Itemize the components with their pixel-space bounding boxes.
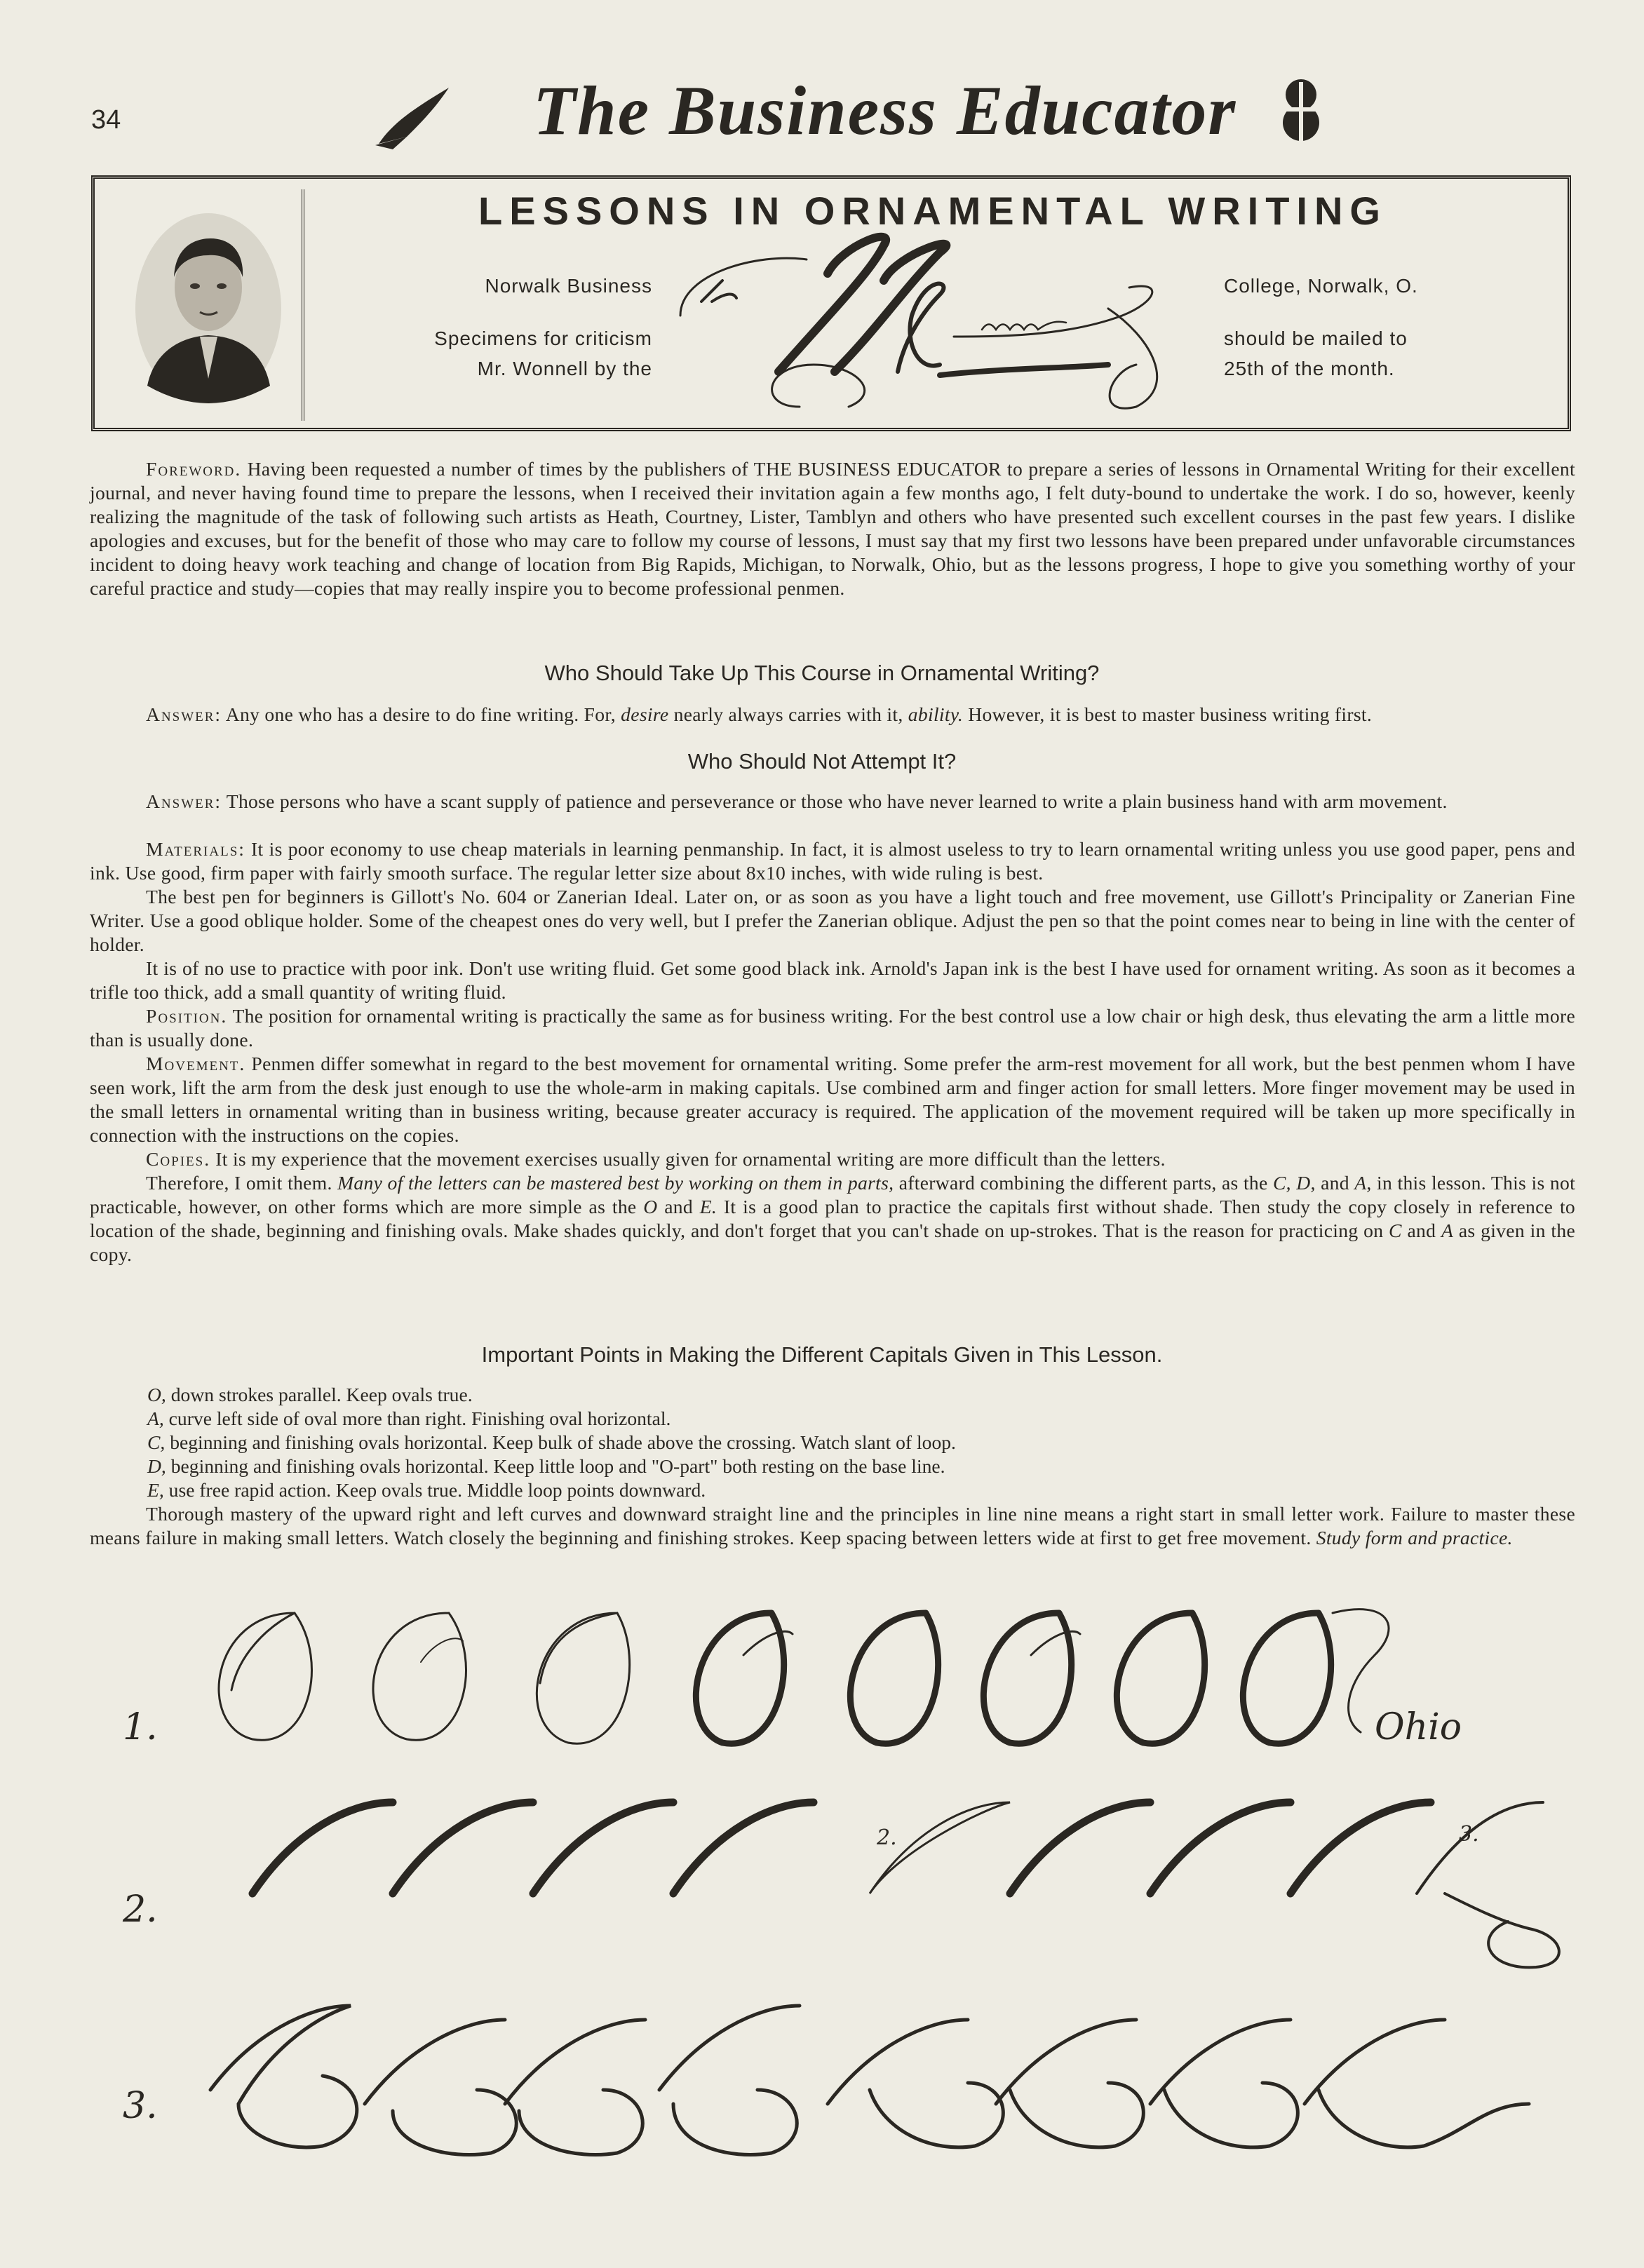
plate-line-2-strokes [252, 1802, 1559, 1967]
closing-text: Thorough mastery of the upward right and left curves and downward straight line and the principles in line nine means a right start in small letter work. Failure to master these means failure in making small letters. Watch closely the beginning and finishing strokes. Keep spacing between letters wide at first to get free movement. [90, 1503, 1575, 1548]
letter-a-2: A [1441, 1220, 1454, 1241]
foreword-paragraph [90, 457, 1575, 600]
letter-o: O [643, 1196, 658, 1217]
point-text: curve left side of oval more than right. Finishing oval horizontal. [168, 1408, 671, 1429]
answer-1-text-b: nearly always carries with it, [673, 703, 903, 725]
header-left-line-3: Mr. Wonnell by the [477, 358, 652, 379]
point-letter: O, [147, 1384, 166, 1405]
movement-lead: Movement. [146, 1053, 246, 1074]
therefore-a: Therefore, I omit them. [146, 1172, 332, 1194]
copies-lead: Copies. [146, 1148, 211, 1170]
page-number: 34 [91, 105, 121, 135]
plate-line-1-ovals [219, 1609, 1389, 1744]
pen-paragraph [90, 885, 1575, 957]
point-item-a [147, 1407, 1571, 1431]
point-text: down strokes parallel. Keep ovals true. [170, 1384, 473, 1405]
letter-c: C, [1272, 1172, 1291, 1194]
copies-text: It is my experience that the movement exercises usually given for ornamental writing are more difficult than the letters. [215, 1148, 1166, 1170]
header-right-line-3: 25th of the month. [1224, 358, 1395, 379]
author-signature [673, 231, 1213, 421]
therefore-em: Many of the letters can be mastered best by working on them in parts, [337, 1172, 894, 1194]
movement-text: Penmen differ somewhat in regard to the best movement for ornamental writing. Some prefer the arm-rest movement for all work, but the best penmen whom I have seen work, lift the arm from the desk just enough to use the whole-arm in making capitals. Use combined arm and finger action for small letters. More finger movement may be used in the small letters in ornamental writing than in business writing, because greater accuracy is required. The application of the movement required will be taken up more specifically in connection with the instructions on the copies. [90, 1053, 1575, 1146]
point-letter: A, [147, 1408, 164, 1429]
plate-line-1-number: 1. [123, 1706, 158, 1748]
plate-line-3-capitals [210, 2006, 1529, 2155]
point-item-d [147, 1454, 1571, 1478]
point-letter: E, [147, 1479, 164, 1501]
answer-2-lead: Answer: [146, 790, 222, 812]
quill-icon [375, 88, 449, 149]
point-item-c [147, 1431, 1571, 1454]
answer-1-paragraph [90, 703, 1575, 727]
answer-2-paragraph [90, 790, 1575, 814]
closing-em: Study form and practice. [1316, 1527, 1513, 1548]
question-1-heading: Who Should Take Up This Course in Ornamental Writing? [544, 661, 1100, 685]
plate-line-1-word: Ohio [1375, 1706, 1462, 1748]
point-text: beginning and finishing ovals horizontal. Keep little loop and "O-part" both resting on the base line. [170, 1455, 945, 1477]
therefore-and-2: and [1407, 1220, 1436, 1241]
penmanship-copy-plates [0, 1599, 1644, 2174]
point-item-e [147, 1478, 1571, 1502]
header-left-line-1: Norwalk Business [485, 275, 652, 297]
copies-paragraph [90, 1147, 1575, 1171]
materials-lead: Materials: [146, 838, 245, 860]
header-left-line-2: Specimens for criticism [434, 328, 652, 349]
letter-a: A, [1354, 1172, 1372, 1194]
closing-paragraph [90, 1502, 1575, 1550]
important-points-heading: Important Points in Making the Different Capitals Given in This Lesson. [481, 1342, 1163, 1367]
ink-paragraph [90, 957, 1575, 1004]
letter-e: E. [699, 1196, 717, 1217]
answer-1-em-ability: ability. [908, 703, 964, 725]
point-letter: D, [147, 1455, 166, 1477]
letter-d: D, [1296, 1172, 1316, 1194]
monogram-emblem-icon [1283, 79, 1319, 141]
materials-text: It is poor economy to use cheap materials in learning penmanship. In fact, it is almost useless to try to learn ornamental writing unless you use good paper, pens and ink. Use good, firm paper with fairly smooth surface. The regular letter size about 8x10 inches, with wide ruling is best. [90, 838, 1575, 884]
answer-1-em-desire: desire [621, 703, 669, 725]
masthead-title: The Business Educator [533, 72, 1237, 149]
therefore-e: as given in the copy. [90, 1220, 1576, 1265]
point-text: use free rapid action. Keep ovals true. Middle loop points downward. [168, 1479, 706, 1501]
point-item-o [147, 1383, 1571, 1407]
plate-line-3-number: 3. [123, 2085, 158, 2127]
body-text-block [90, 837, 1575, 1267]
plate-line-2-mark-b: 3. [1459, 1822, 1479, 1847]
point-letter: C, [147, 1431, 166, 1453]
letter-c-2: C [1389, 1220, 1402, 1241]
therefore-b: afterward combining the different parts, as the [898, 1172, 1268, 1194]
pen-text: The best pen for beginners is Gillott's No. 604 or Zanerian Ideal. Later on, or as soon as you have a light touch and free movement, use Gillott's Principality or Zanerian Fine Writer. Use a good oblique holder. Some of the cheapest ones do very well, but I prefer the Zanerian oblique. Adjust the pen so that the point comes near to being in line with the center of holder. [90, 886, 1575, 955]
movement-paragraph [90, 1052, 1575, 1147]
point-text: beginning and finishing ovals horizontal. Keep bulk of shade above the crossing. Watch slant of loop. [170, 1431, 956, 1453]
therefore-paragraph: Therefore, I omit them. Many of the letters can be mastered best by working on them in parts, afterward combining the different parts, as the C, D, and A, in this lesson. This is not practicable, however, on other forms which are more simple as the O and E. It is a good plan to practice the capitals first without shade. Then study the copy closely in reference to location of the shade, beginning and finishing ovals. Make shades quickly, and don't forget that you can't shade on up-strokes. That is the reason for practicing on C and A as given in the copy. [90, 1172, 1576, 1265]
header-right-line-2: should be mailed to [1224, 328, 1408, 349]
answer-1-text-a: Any one who has a desire to do fine writing. For, [225, 703, 616, 725]
header-right-line-1: College, Norwalk, O. [1224, 275, 1418, 297]
foreword-lead: Foreword. [146, 458, 242, 480]
answer-2-text: Those persons who have a scant supply of patience and perseverance or those who have never learned to write a plain business hand with arm movement. [226, 790, 1448, 812]
therefore-c: in this lesson. This is not practicable, however, on other forms which are more simple as the [90, 1172, 1576, 1217]
plate-line-2-number: 2. [123, 1889, 158, 1931]
therefore-and: and [664, 1196, 693, 1217]
therefore-d: It is a good plan to practice the capitals first without shade. Then study the copy closely in reference to location of the shade, beginning and finishing ovals. Make shades quickly, and don't forget that you can't shade on up-strokes. That is the reason for practicing on [90, 1196, 1576, 1241]
answer-1-lead: Answer: [146, 703, 222, 725]
foreword-text: Having been requested a number of times by the publishers of THE BUSINESS EDUCATOR to prepare a series of lessons in Ornamental Writing for their excellent journal, and never having found time to prepare the lessons, when I received their invitation again a few months ago, I felt duty-bound to undertake the work. I do so, however, keenly realizing the magnitude of the task of following such artists as Heath, Courtney, Lister, Tamblyn and others who have presented such excellent courses in the past few years. I dislike apologies and excuses, but for the benefit of those who may care to follow my course of lessons, I must say that my first two lessons have been prepared under unfavorable circumstances incident to doing heavy work teaching and change of location from Big Rapids, Michigan, to Norwalk, Ohio, but as the lessons progress, I hope to give you something worthy of your careful practice and study—copies that may really inspire you to become professional penmen. [90, 458, 1575, 599]
position-text: The position for ornamental writing is practically the same as for business writing. For the best control use a low chair or high desk, thus elevating the arm a little more than is usually done. [90, 1005, 1576, 1051]
lesson-title: LESSONS IN ORNAMENTAL WRITING [478, 189, 1387, 233]
plate-line-2-mark-a: 2. [877, 1825, 897, 1850]
question-2-heading: Who Should Not Attempt It? [687, 749, 957, 774]
points-list [147, 1383, 1571, 1502]
ink-text: It is of no use to practice with poor ink. Don't use writing fluid. Get some good black ink. Arnold's Japan ink is the best I have used for ornament writing. As soon as it becomes a trifle too thick, add a small quantity of writing fluid. [90, 957, 1575, 1003]
position-lead: Position. [146, 1005, 228, 1027]
answer-1-text-c: However, it is best to master business writing first. [968, 703, 1373, 725]
materials-paragraph [90, 837, 1575, 885]
author-portrait [133, 210, 284, 407]
position-paragraph [90, 1004, 1575, 1052]
